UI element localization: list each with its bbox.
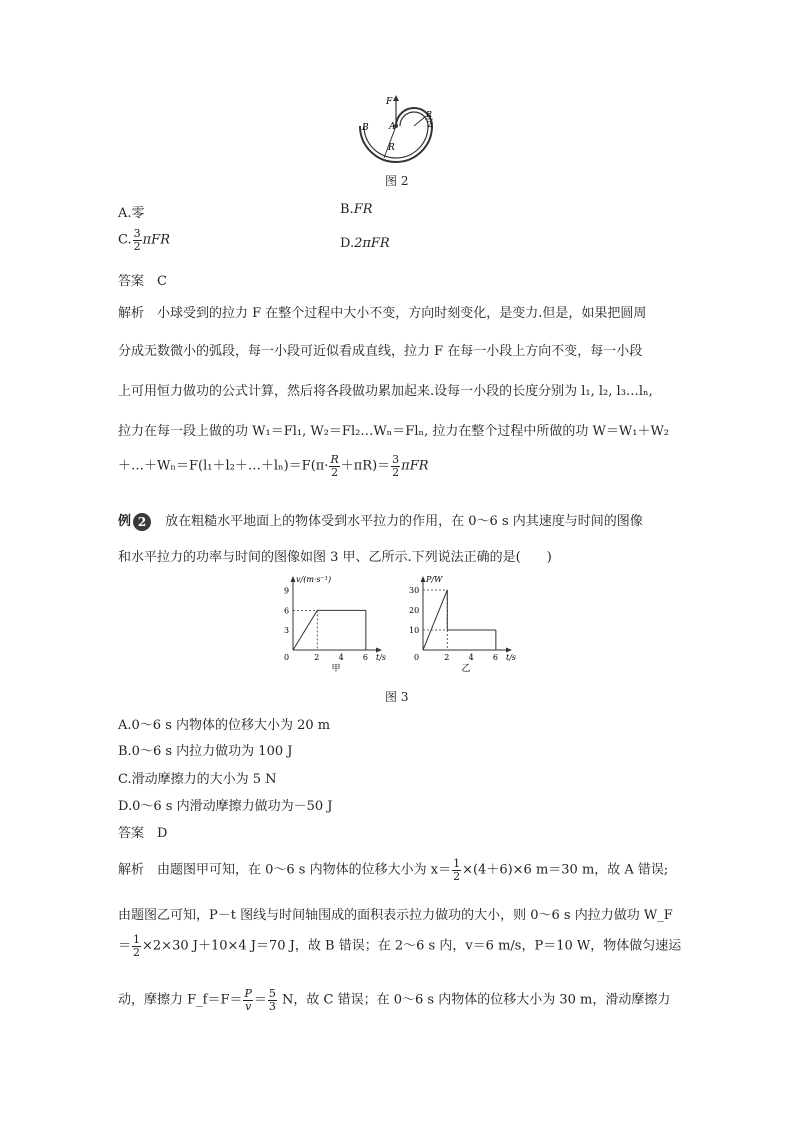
y-tick-label: 6 <box>284 606 290 616</box>
x-axis-label: t/s <box>506 653 517 662</box>
figure-3-caption: 图 3 <box>385 690 409 704</box>
label-f: F <box>386 97 393 107</box>
data-series-line <box>423 590 496 650</box>
x-tick-label: 0 <box>414 653 420 662</box>
x-tick-label: 4 <box>338 653 344 662</box>
x-tick-label: 0 <box>284 653 290 662</box>
example-number-badge: 2 <box>133 513 151 531</box>
chart-title: 甲 <box>331 664 341 674</box>
data-series-line <box>293 610 366 650</box>
small-arc-inner <box>400 112 428 126</box>
example-2-option-c: C.滑动摩擦力的大小为 5 N <box>118 772 277 787</box>
y-tick-label: 3 <box>284 626 290 636</box>
example-2-analysis-3: ＝ $\frac{1}{2}$ ×2×30 J＋10×4 J＝70 J，故 B 错误；在 2～6 s 内，v＝6 m/s，P＝10 W，物体做匀速运 <box>118 933 682 959</box>
example-2-analysis-2: 由题图乙可知，P－t 图线与时间轴围成的面积表示拉力做功的大小，则 0～6 s 内拉力做功 W_F <box>118 908 673 923</box>
analysis-line-2: 分成无数微小的弧段，每一小段可近似看成直线，拉力 F 在每一小段上方向不变，每一小段 <box>118 344 643 359</box>
example-2-stem-2: 和水平拉力的功率与时间的图像如图 3 甲、乙所示.下列说法正确的是( ) <box>118 550 552 565</box>
example-2-option-b: B.0～6 s 内拉力做功为 100 J <box>118 744 293 759</box>
answer-example-2: 答案 D <box>118 826 168 841</box>
small-radius-line <box>414 116 426 126</box>
answer-q1: 答案 C <box>118 274 167 289</box>
x-tick-label: 6 <box>492 653 498 662</box>
analysis-line-3: 上可用恒力做功的公式计算，然后将各段做功累加起来.设每一小段的长度分别为 l₁, l₂, l₃…lₙ, <box>118 384 653 399</box>
example-2-analysis-4: 动，摩擦力 F_f＝F＝ $\frac{P}{v}$ ＝ $\frac{5}{3}$ N，故 C 错误；在 0～6 s 内物体的位移大小为 30 m，滑动摩擦力 <box>118 987 671 1013</box>
label-b: B <box>362 123 369 133</box>
x-tick-label: 6 <box>362 653 368 662</box>
option-d: D.2πFR <box>340 236 390 251</box>
analysis-line-1: 解析 小球受到的拉力 F 在整个过程中大小不变，方向时刻变化，是变力.但是，如果把圆周 <box>118 306 647 321</box>
example-label: 例 <box>118 514 132 529</box>
x-axis-label: t/s <box>376 653 387 662</box>
option-a: A.零 <box>118 206 145 221</box>
x-tick-label: 4 <box>468 653 474 662</box>
y-axis-label: v/(m·s⁻¹) <box>296 575 332 584</box>
y-axis-arrow-icon <box>421 576 426 582</box>
figure-2-diagram <box>350 92 450 167</box>
label-a: A <box>389 122 396 132</box>
y-tick-label: 10 <box>409 626 420 635</box>
example-2-option-d: D.0～6 s 内滑动摩擦力做功为－50 J <box>118 799 333 814</box>
y-axis-label: P/W <box>426 575 443 584</box>
analysis-line-4: 拉力在每一段上做的功 W₁＝Fl₁, W₂＝Fl₂…Wₙ＝Flₙ, 拉力在整个过程中所做的功 W＝W₁＋W₂ <box>118 424 670 439</box>
option-b: B.FR <box>340 202 373 217</box>
analysis-line-5: ＋…＋Wₙ＝F(l₁＋l₂＋…＋lₙ)＝F(π· $\frac{R}{2}$ ＋πR)＝ $\frac{3}{2}$ πFR <box>118 453 429 479</box>
y-axis-arrow-icon <box>291 576 296 582</box>
x-tick-label: 2 <box>314 653 320 662</box>
chart-velocity-time <box>275 572 385 672</box>
arrow-head-icon <box>393 95 399 101</box>
x-tick-label: 2 <box>444 653 450 662</box>
example-2-option-a: A.0～6 s 内物体的位移大小为 20 m <box>118 718 331 733</box>
figure-2-caption: 图 2 <box>385 174 409 188</box>
chart-title: 乙 <box>461 664 471 674</box>
label-r: R <box>388 143 395 153</box>
outer-arc <box>360 126 432 162</box>
example-2-analysis-1: 解析 由题图甲可知，在 0～6 s 内物体的位移大小为 x＝ $\frac{1}{2}$ ×(4＋6)×6 m＝30 m，故 A 错误; <box>118 857 669 883</box>
chart-power-time <box>405 572 515 672</box>
label-r-half-num: R <box>426 110 433 119</box>
y-tick-label: 9 <box>284 586 290 596</box>
example-2-stem-1: 例 2 放在粗糙水平地面上的物体受到水平拉力的作用，在 0～6 s 内其速度与时间的图像 <box>118 514 643 529</box>
y-tick-label: 20 <box>409 606 420 615</box>
x-axis-arrow-icon <box>376 648 382 653</box>
x-axis-arrow-icon <box>506 648 512 653</box>
option-c: C. $\frac{3}{2}$ πFR <box>118 227 170 253</box>
y-tick-label: 30 <box>409 586 420 595</box>
label-r-half-den: 2 <box>427 120 433 129</box>
